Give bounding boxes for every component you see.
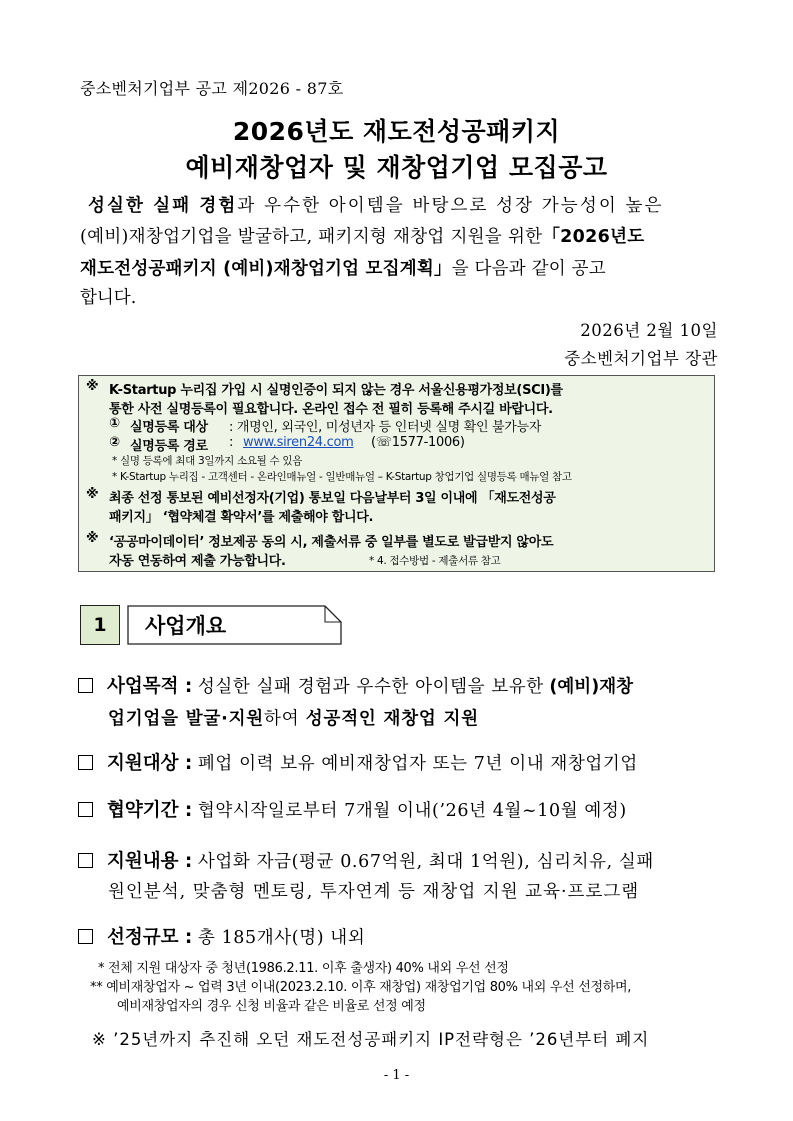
scale-heading: 선정규모 :: [107, 927, 193, 948]
notice-date: 2026년 2월 10일: [580, 321, 718, 340]
section-number: 1: [93, 614, 107, 636]
target-text: 폐업 이력 보유 예비재창업자 또는 7년 이내 재창업기업: [197, 754, 638, 774]
circled-1: ①: [109, 416, 120, 431]
reference-mark: ※: [86, 487, 99, 502]
intro-bold-phrase: 성실한 실패 경험: [88, 196, 238, 216]
title-line-2: 예비재창업자 및 재창업기업 모집공고: [185, 153, 608, 182]
registration-target-value: : 개명인, 외국인, 미성년자 등 인터넷 실명 확인 불가능자: [229, 420, 542, 435]
info-paragraph-1-line-2: 통한 사전 실명등록이 필요합니다. 온라인 접수 전 필히 등록해 주시길 바랍니다.: [109, 402, 553, 417]
registration-target-label: 실명등록 대상: [130, 420, 208, 435]
period-text: 협약시작일로부터 7개월 이내(’26년 4월~10월 예정): [197, 801, 627, 821]
section-number-box: [80, 605, 120, 645]
period-heading: 협약기간 :: [107, 800, 193, 821]
goal-continuation: [108, 705, 479, 730]
intro-line-1: [80, 193, 718, 219]
info-paragraph-2-line-1: 최종 선정 통보된 예비선정자(기업) 통보일 다음날부터 3일 이내에 「재도전성공: [109, 491, 556, 506]
checkbox-bullet-icon: [78, 802, 93, 817]
info-paragraph-2-line-2: 패키지」 ‘협약체결 확약서’를 제출해야 합니다.: [109, 510, 374, 525]
checkbox-bullet-icon: [78, 929, 93, 944]
checkbox-bullet-icon: [78, 853, 93, 868]
checkbox-bullet-icon: [78, 678, 93, 693]
scale-text: 총 185개사(명) 내외: [197, 928, 366, 948]
content-text: 사업화 자금(평균 0.67억원, 최대 1억원), 심리치유, 실패: [197, 852, 654, 872]
list-item-period: [78, 796, 627, 822]
intro-line-2: [80, 224, 718, 250]
ip-track-abolished-note: ※ ’25년까지 추진해 오던 재도전성공패키지 IP전략형은 ’26년부터 폐지: [92, 1030, 650, 1049]
content-continuation: 원인분석, 맞춤형 멘토링, 투자연계 등 재창업 지원 교육·프로그램: [108, 882, 640, 902]
page-number: - 1 -: [383, 1068, 410, 1083]
checkbox-bullet-icon: [78, 755, 93, 770]
notice-number: 중소벤처기업부 공고 제2026 - 87호: [80, 79, 344, 98]
scale-note-2: ** 예비재창업자 ~ 업력 3년 이내(2023.2.10. 이후 재창업) 재창업기업 80% 내외 우선 선정하며,: [90, 980, 632, 995]
siren24-link[interactable]: www.siren24.com: [243, 435, 354, 450]
goal-text: 성실한 실패 경험과 우수한 아이템을 보유한: [197, 677, 544, 697]
title-line-1: 2026년도 재도전성공패키지: [232, 117, 561, 146]
issuer: 중소벤처기업부 장관: [564, 349, 718, 368]
phone-number: (☏1577-1006): [371, 435, 465, 450]
info-paragraph-1-line-1: K-Startup 누리집 가입 시 실명인증이 되지 않는 경우 서울신용평가정보(SCI)를: [109, 383, 563, 398]
target-heading: 지원대상 :: [107, 753, 193, 774]
intro-text: 을 다음과 같이 공고: [451, 259, 606, 279]
registration-route-colon: :: [229, 435, 234, 450]
intro-line-3: [80, 256, 718, 282]
goal-text: 하여: [263, 709, 300, 729]
goal-heading: 사업목적 :: [107, 676, 193, 697]
section-title: 사업개요: [145, 614, 227, 638]
intro-line-4: 합니다.: [80, 288, 137, 308]
info-paragraph-3-line-2: 자동 연동하여 제출 가능합니다.: [109, 554, 286, 569]
reference-mark: ※: [86, 379, 99, 394]
intro-text: (예비)재창업기업을 발굴하고, 패키지형 재창업 지원을 위한: [80, 227, 543, 247]
info-paragraph-3-note: * 4. 접수방법 - 제출서류 참고: [369, 555, 501, 567]
intro-bold-phrase: 「2026년도: [542, 227, 645, 247]
goal-bold-text: (예비)재창: [549, 677, 634, 697]
list-item-content: [78, 847, 654, 873]
scale-note-2-continuation: 예비재창업자의 경우 신청 비율과 같은 비율로 선정 예정: [117, 999, 426, 1014]
intro-text: 과 우수한 아이템을 바탕으로 성장 가능성이 높은: [237, 196, 664, 216]
notice-info-box: [78, 375, 715, 572]
scale-note-1: * 전체 지원 대상자 중 청년(1986.2.11. 이후 출생자) 40% 내외 우선 선정: [98, 961, 509, 976]
list-item-goal: [78, 672, 633, 698]
info-note-1: * 실명 등록에 최대 3일까지 소요될 수 있음: [112, 455, 303, 467]
list-item-scale: [78, 923, 365, 949]
info-note-2: * K-Startup 누리집 - 고객센터 - 온라인매뉴얼 - 일반매뉴얼 – K-Startup 창업기업 실명등록 매뉴얼 참고: [112, 471, 572, 483]
list-item-target: [78, 749, 638, 775]
info-paragraph-3-line-1: ‘공공마이데이터’ 정보제공 동의 시, 제출서류 중 일부를 별도로 발급받지 않아도: [109, 535, 554, 550]
content-heading: 지원내용 :: [107, 851, 193, 872]
registration-route-label: 실명등록 경로: [130, 439, 208, 454]
reference-mark: ※: [86, 531, 99, 546]
circled-2: ②: [109, 435, 120, 450]
goal-bold-text: 성공적인 재창업 지원: [305, 709, 479, 729]
intro-bold-phrase: 재도전성공패키지 (예비)재창업기업 모집계획」: [80, 259, 452, 279]
goal-bold-text: 업기업을 발굴·지원: [108, 709, 264, 729]
